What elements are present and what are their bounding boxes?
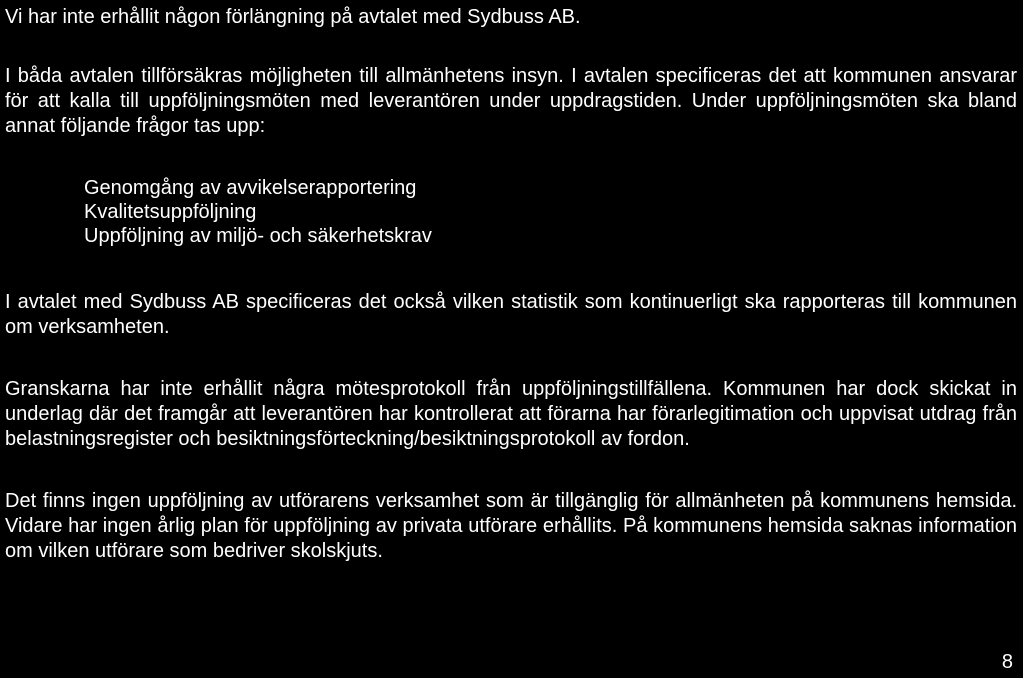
statistics-paragraph: I avtalet med Sydbuss AB specificeras det också vilken statistik som kontinuerligt ska rapporteras till kommunen om verksamheten.	[5, 291, 1017, 338]
page-number: 8	[1001, 651, 1013, 673]
followup-item-deviation: Genomgång av avvikelserapportering	[84, 177, 417, 199]
insight-paragraph: I båda avtalen tillförsäkras möjligheten till allmänhetens insyn. I avtalen specificeras det att kommunen ansvarar för att kalla till uppföljningsmöten med leverantören under uppdragstiden. Under uppföljningsmöten ska bland annat följande frågor tas upp:	[5, 65, 1017, 137]
intro-paragraph: Vi har inte erhållit någon förlängning på avtalet med Sydbuss AB.	[5, 6, 581, 28]
review-paragraph: Granskarna har inte erhållit några mötesprotokoll från uppföljningstillfällena. Kommunen har dock skickat in underlag där det framgår att leverantören har kontrollerat att förarna har förarlegitimation och uppvisat utdrag från belastningsregister och besiktningsförteckning/besiktningsprotokoll av fordon.	[5, 378, 1017, 450]
followup-item-environment: Uppföljning av miljö- och säkerhetskrav	[84, 225, 432, 247]
public-paragraph: Det finns ingen uppföljning av utförarens verksamhet som är tillgänglig för allmänheten på kommunens hemsida. Vidare har ingen årlig plan för uppföljning av privata utförare erhållits. På kommunens hemsida saknas information om vilken utförare som bedriver skolskjuts.	[5, 490, 1017, 562]
document-page	[5, 5, 1017, 564]
followup-item-quality: Kvalitetsuppföljning	[84, 201, 257, 223]
followup-list	[5, 176, 1017, 248]
